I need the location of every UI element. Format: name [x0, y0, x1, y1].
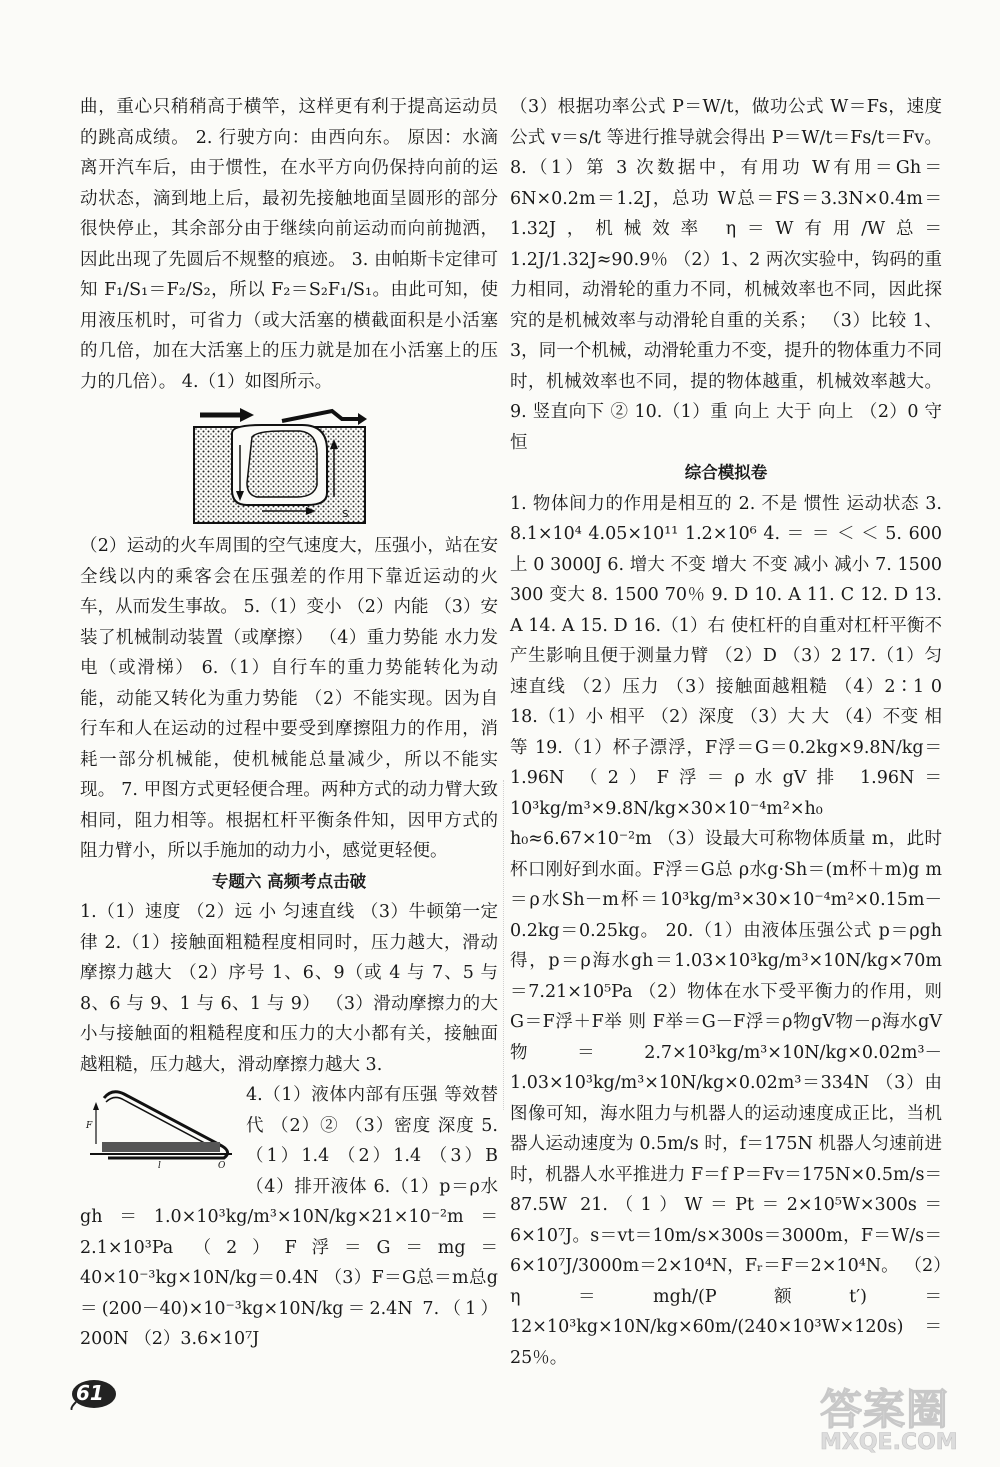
lever-figure — [84, 1086, 234, 1170]
answer-paragraph-3: 1.（1）速度 （2）远 小 匀速直线 （3）牛顿第一定律 2.（1）接触面粗糙程度相同时，压力越大，滑动摩擦力越大 （2）序号 1、6、9（或 4 与 7、5 与 8、6 与 9、1 与 6、1 与 9） （3）滑动摩擦力的大小与接触面的粗糙程度和压力的大小都有关，接触面越粗糙，压力越大，滑动摩擦力越大 3. — [80, 902, 498, 1075]
answer-paragraph-6: 1. 物体间力的作用是相互的 2. 不是 惯性 运动状态 3. 8.1×10⁴ 4.05×10¹¹ 1.2×10⁶ 4. ＝ ＝ ＜ ＜ 5. 600 上 0 3000J 6. 增大 不变 增大 不变 减小 减小 7. 1500 300 变大 8. 1500 70％ 9. D 10. A 11. C 12. D 13. A 14. A 15. D 16.（1）右 使杠杆的自重对杠杆平衡不产生影响且便于测量力臂 （2）D （3）2 17.（1）匀速直线 （2）压力 （3）接触面越粗糙 （4）2∶1 0 18.（1）小 相平 （2）深度 （3）大 大 （4）不变 相等 19.（1）杯子漂浮，F浮＝G＝0.2kg×9.8N/kg＝1.96N （2）F浮＝ρ水gV排 1.96N＝10³kg/m³×9.8N/kg×30×10⁻⁴m²×h₀ h₀≈6.67×10⁻²m （3）设最大可称物体质量 m，此时杯口刚好到水面。F浮＝G总 ρ水g·Sh＝(m杯＋m)g m＝ρ水Sh－m杯＝10³kg/m³×30×10⁻⁴m²×0.15m－0.2kg＝0.25kg。 20.（1）由液体压强公式 p＝ρgh 得，p＝ρ海水gh＝1.03×10³kg/m³×10N/kg×70m＝7.21×10⁵Pa （2）物体在水下受平衡力的作用，则 G＝F浮＋F举 则 F举＝G－F浮＝ρ物gV物－ρ海水gV物＝2.7×10³kg/m³×10N/kg×0.02m³－1.03×10³kg/m³×10N/kg×0.02m³＝334N （3）由图像可知，海水阻力与机器人的运动速度成正比，当机器人运动速度为 0.5m/s 时，f＝175N 机器人匀速前进时，机器人水平推进力 F＝f P＝Fv＝175N×0.5m/s＝87.5W 21.（1）W＝Pt＝2×10⁵W×300s＝6×10⁷J。s＝vt＝10m/s×300s＝3000m，F＝W/s＝6×10⁷J/3000m＝2×10⁴N，Fᵣ＝F＝2×10⁴N。 （2）η＝mgh/(P额t′)＝12×10³kg×10N/kg×60m/(240×10³W×120s)＝25％。 — [510, 493, 942, 1368]
answer-paragraph-1: 曲，重心只稍稍高于横竿，这样更有利于提高运动员的跳高成绩。 2. 行驶方向：由西向东。 原因：水滴离开汽车后，由于惯性，在水平方向仍保持向前的运动状态，滴到地上后，最初先接触地面呈圆形的部分很快停止，其余部分由于继续向前运动而向前抛洒，因此出现了先圆后不规整的痕迹。 3. 由帕斯卡定律可知 F₁/S₁＝F₂/S₂，所以 F₂＝S₂F₁/S₁。由此可知，使用液压机时，可省力（或大活塞的横截面积是小活塞的几倍，加在大活塞上的压力就是加在小活塞上的压力的几倍）。 4.（1）如图所示。 — [80, 97, 498, 392]
page-number: 61 — [76, 1381, 104, 1405]
watermark-logo: 答案圈 — [820, 1385, 950, 1434]
figure-label-s: S — [342, 509, 349, 520]
watermark — [820, 1385, 980, 1455]
section-title-mock-exam: 综合模拟卷 — [684, 463, 768, 482]
train-airflow-figure — [192, 405, 367, 525]
right-column — [510, 92, 942, 1373]
figure-label-arm: l — [158, 1161, 161, 1170]
section-title-topic-six: 专题六 高频考点击破 — [211, 871, 367, 891]
answer-paragraph-5: （3）根据功率公式 P＝W/t，做功公式 W＝Fs，速度公式 v＝s/t 等进行推导就会得出 P＝W/t＝Fs/t＝Fv。 8.（1）第 3 次数据中，有用功 W有用＝Gh＝6N×0.2m＝1.2J，总功 W总＝FS＝3.3N×0.4m＝1.32J，机械效率 η＝W有用/W总＝1.2J/1.32J≈90.9％ （2）1、2 两次实验中，钩码的重力相同，动滑轮的重力不同，机械效率也不同，因此探究的是机械效率与动滑轮自重的关系； （3）比较 1、3，同一个机械，动滑轮重力不变，提升的物体重力不同时，机械效率也不同，提的物体越重，机械效率越大。 9. 竖直向下 ② 10.（1）重 向上 大于 向上 （2）0 守恒 — [510, 97, 942, 453]
column-divider — [503, 780, 504, 1110]
answer-paragraph-2: （2）运动的火车周围的空气速度大，压强小，站在安全线以内的乘客会在压强差的作用下靠近运动的火车，从而发生事故。 5.（1）变小 （2）内能 （3）安装了机械制动装置（或摩擦） （4）重力势能 水力发电（或滑梯） 6.（1）自行车的重力势能转化为动能，动能又转化为重力势能 （2）不能实现。因为自行车和人在运动的过程中要受到摩擦阻力的作用，消耗一部分机械能，使机械能总量减少，所以不能实现。 7. 甲图方式更轻便合理。两种方式的动力臂大致相同，阻力相等。根据杠杆平衡条件知，因甲方式的阻力臂小，所以手施加的动力小，感觉更轻便。 — [80, 536, 498, 861]
answer-paragraph-4: 4.（1）液体内部有压强 等效替代 （2）② （3）密度 深度 5.（1）1.4 （2）1.4 （3）B （4）排开液体 6.（1）p＝ρ水gh＝1.0×10³kg/m³×10N/kg×21×10⁻²m＝2.1×10³Pa （2）F浮＝G＝mg＝40×10⁻³kg×10N/kg＝0.4N （3）F＝G总＝m总g＝(200－40)×10⁻³kg×10N/kg＝2.4N 7.（1）200N （2）3.6×10⁷J — [80, 1085, 498, 1349]
figure-label-pivot: O — [218, 1161, 226, 1170]
watermark-url: MXQE.COM — [820, 1430, 958, 1455]
left-column — [80, 92, 498, 1355]
figure-label-force: F — [86, 1121, 93, 1131]
